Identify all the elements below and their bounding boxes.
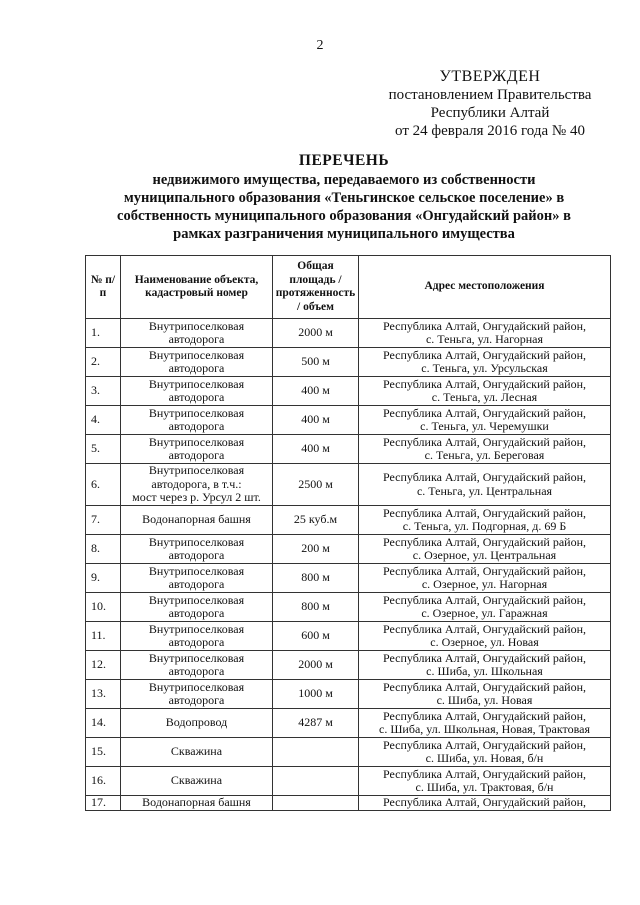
table-row <box>86 622 611 651</box>
object-area: 200 м <box>273 535 359 564</box>
row-number: 1. <box>86 319 121 348</box>
header-area: Общая площадь / протяженность / объем <box>273 256 359 319</box>
table-row <box>86 709 611 738</box>
row-number: 13. <box>86 680 121 709</box>
object-address: Республика Алтай, Онгудайский район, с. Теньга, ул. Подгорная, д. 69 Б <box>359 506 611 535</box>
table-row <box>86 348 611 377</box>
object-name: Внутрипоселковая автодорога <box>121 622 273 651</box>
object-name: Скважина <box>121 767 273 796</box>
table-row <box>86 738 611 767</box>
table-row <box>86 535 611 564</box>
row-number: 11. <box>86 622 121 651</box>
row-number: 4. <box>86 406 121 435</box>
table-row <box>86 767 611 796</box>
object-name: Внутрипоселковая автодорога <box>121 406 273 435</box>
row-number: 15. <box>86 738 121 767</box>
header-name: Наименование объекта, кадастровый номер <box>121 256 273 319</box>
object-address: Республика Алтай, Онгудайский район, с. Теньга, ул. Нагорная <box>359 319 611 348</box>
property-table <box>85 255 611 811</box>
table-row <box>86 377 611 406</box>
table-header-row <box>86 256 611 319</box>
row-number: 14. <box>86 709 121 738</box>
table-row <box>86 593 611 622</box>
object-address: Республика Алтай, Онгудайский район, с. Озерное, ул. Гаражная <box>359 593 611 622</box>
row-number: 9. <box>86 564 121 593</box>
object-area: 400 м <box>273 377 359 406</box>
object-address: Республика Алтай, Онгудайский район, с. Теньга, ул. Береговая <box>359 435 611 464</box>
document-title <box>80 152 608 243</box>
object-name: Внутрипоселковая автодорога <box>121 319 273 348</box>
approval-line: постановлением Правительства <box>388 87 592 103</box>
table-row <box>86 464 611 506</box>
object-address: Республика Алтай, Онгудайский район, с. Шиба, ул. Школьная, Новая, Трактовая <box>359 709 611 738</box>
object-name: Скважина <box>121 738 273 767</box>
object-area: 400 м <box>273 406 359 435</box>
object-name: Водопровод <box>121 709 273 738</box>
title-line: рамках разграничения муниципального имущества <box>173 226 515 242</box>
object-address: Республика Алтай, Онгудайский район, с. Озерное, ул. Нагорная <box>359 564 611 593</box>
title-line: недвижимого имущества, передаваемого из собственности <box>152 172 536 188</box>
object-name: Внутрипоселковая автодорога <box>121 435 273 464</box>
title-line: собственность муниципального образования «Онгудайский район» в <box>117 208 571 224</box>
object-area: 1000 м <box>273 680 359 709</box>
object-address: Республика Алтай, Онгудайский район, с. Шиба, ул. Новая, б/н <box>359 738 611 767</box>
approval-line: Республики Алтай <box>430 105 550 121</box>
object-address: Республика Алтай, Онгудайский район, с. Теньга, ул. Урсульская <box>359 348 611 377</box>
row-number: 5. <box>86 435 121 464</box>
object-area: 800 м <box>273 564 359 593</box>
table-row <box>86 319 611 348</box>
header-num: № п/п <box>86 256 121 319</box>
row-number: 7. <box>86 506 121 535</box>
table-row <box>86 506 611 535</box>
object-address: Республика Алтай, Онгудайский район, с. Шиба, ул. Новая <box>359 680 611 709</box>
object-name: Водонапорная башня <box>121 506 273 535</box>
header-address: Адрес местоположения <box>359 256 611 319</box>
table-row <box>86 680 611 709</box>
object-address: Республика Алтай, Онгудайский район, с. Озерное, ул. Новая <box>359 622 611 651</box>
title-line: муниципального образования «Теньгинское сельское поселение» в <box>123 190 565 206</box>
row-number: 16. <box>86 767 121 796</box>
object-area <box>273 738 359 767</box>
object-area: 25 куб.м <box>273 506 359 535</box>
table-row <box>86 406 611 435</box>
approval-heading: УТВЕРЖДЕН <box>439 68 541 85</box>
object-address: Республика Алтай, Онгудайский район, с. Озерное, ул. Центральная <box>359 535 611 564</box>
page-number: 2 <box>316 38 324 53</box>
title-heading: ПЕРЕЧЕНЬ <box>298 152 390 169</box>
row-number: 6. <box>86 464 121 506</box>
row-number: 3. <box>86 377 121 406</box>
object-name: Внутрипоселковая автодорога <box>121 564 273 593</box>
object-area: 2000 м <box>273 319 359 348</box>
object-address: Республика Алтай, Онгудайский район, с. Шиба, ул. Школьная <box>359 651 611 680</box>
row-number: 12. <box>86 651 121 680</box>
row-number: 10. <box>86 593 121 622</box>
object-name: Внутрипоселковая автодорога <box>121 535 273 564</box>
approval-block <box>360 68 620 140</box>
object-area: 600 м <box>273 622 359 651</box>
object-address: Республика Алтай, Онгудайский район, с. Теньга, ул. Черемушки <box>359 406 611 435</box>
object-name: Внутрипоселковая автодорога <box>121 651 273 680</box>
object-name: Водонапорная башня <box>121 796 273 811</box>
object-address: Республика Алтай, Онгудайский район, с. Шиба, ул. Трактовая, б/н <box>359 767 611 796</box>
approval-line: от 24 февраля 2016 года № 40 <box>395 123 585 139</box>
table-row <box>86 651 611 680</box>
object-area: 2000 м <box>273 651 359 680</box>
object-name: Внутрипоселковая автодорога, в т.ч.: мост через р. Урсул 2 шт. <box>121 464 273 506</box>
object-area: 800 м <box>273 593 359 622</box>
row-number: 2. <box>86 348 121 377</box>
object-address: Республика Алтай, Онгудайский район, с. Теньга, ул. Центральная <box>359 464 611 506</box>
object-name: Внутрипоселковая автодорога <box>121 348 273 377</box>
object-name: Внутрипоселковая автодорога <box>121 680 273 709</box>
table-row <box>86 435 611 464</box>
row-number: 8. <box>86 535 121 564</box>
object-area <box>273 796 359 811</box>
row-number: 17. <box>86 796 121 811</box>
object-address: Республика Алтай, Онгудайский район, <box>359 796 611 811</box>
object-area: 4287 м <box>273 709 359 738</box>
table-row <box>86 796 611 811</box>
object-name: Внутрипоселковая автодорога <box>121 593 273 622</box>
object-name: Внутрипоселковая автодорога <box>121 377 273 406</box>
object-area: 2500 м <box>273 464 359 506</box>
object-area <box>273 767 359 796</box>
table-row <box>86 564 611 593</box>
object-area: 500 м <box>273 348 359 377</box>
object-address: Республика Алтай, Онгудайский район, с. Теньга, ул. Лесная <box>359 377 611 406</box>
object-area: 400 м <box>273 435 359 464</box>
